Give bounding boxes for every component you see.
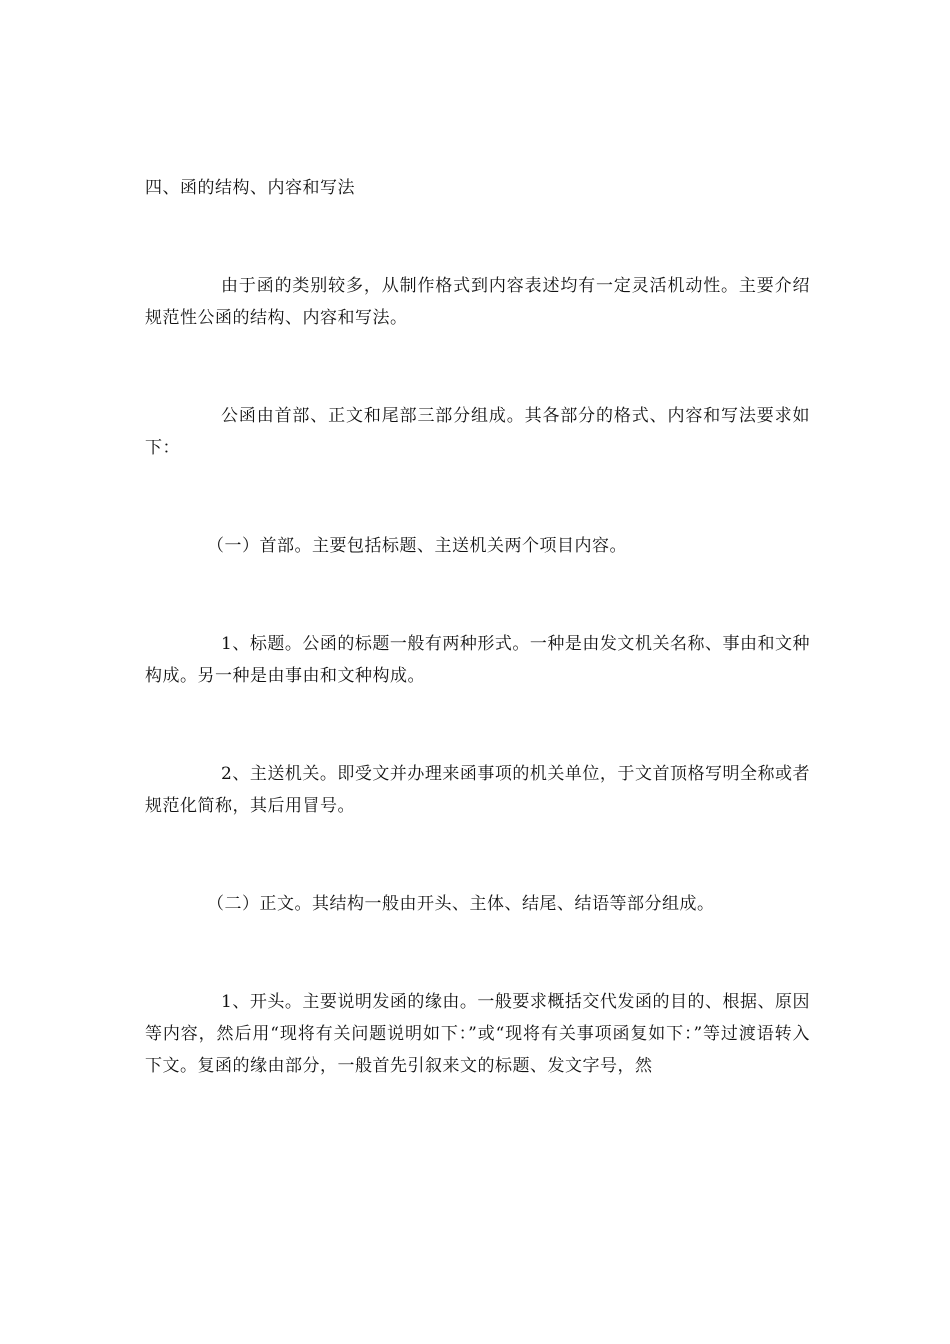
paragraph-intro: 由于函的类别较多，从制作格式到内容表述均有一定灵活机动性。主要介绍规范性公函的结构、内容和写法。 — [145, 276, 810, 328]
paragraph-composition: 公函由首部、正文和尾部三部分组成。其各部分的格式、内容和写法要求如下： — [145, 406, 810, 458]
paragraph-opening: 1、开头。主要说明发函的缘由。一般要求概括交代发函的目的、根据、原因等内容，然后用“现将有关问题说明如下：”或“现将有关事项函复如下：”等过渡语转入下文。复函的缘由部分，一般首先引叙来文的标题、发文字号，然 — [145, 992, 810, 1076]
paragraph-recipient: 2、主送机关。即受文并办理来函事项的机关单位，于文首顶格写明全称或者规范化简称，其后用冒号。 — [145, 764, 810, 816]
subheading-body-part: （二）正文。其结构一般由开头、主体、结尾、结语等部分组成。 — [207, 894, 715, 914]
section-heading: 四、函的结构、内容和写法 — [145, 178, 355, 198]
paragraph-title: 1、标题。公函的标题一般有两种形式。一种是由发文机关名称、事由和文种构成。另一种是由事由和文种构成。 — [145, 634, 810, 686]
subheading-header-part: （一）首部。主要包括标题、主送机关两个项目内容。 — [207, 536, 627, 556]
document-body — [145, 172, 810, 1082]
